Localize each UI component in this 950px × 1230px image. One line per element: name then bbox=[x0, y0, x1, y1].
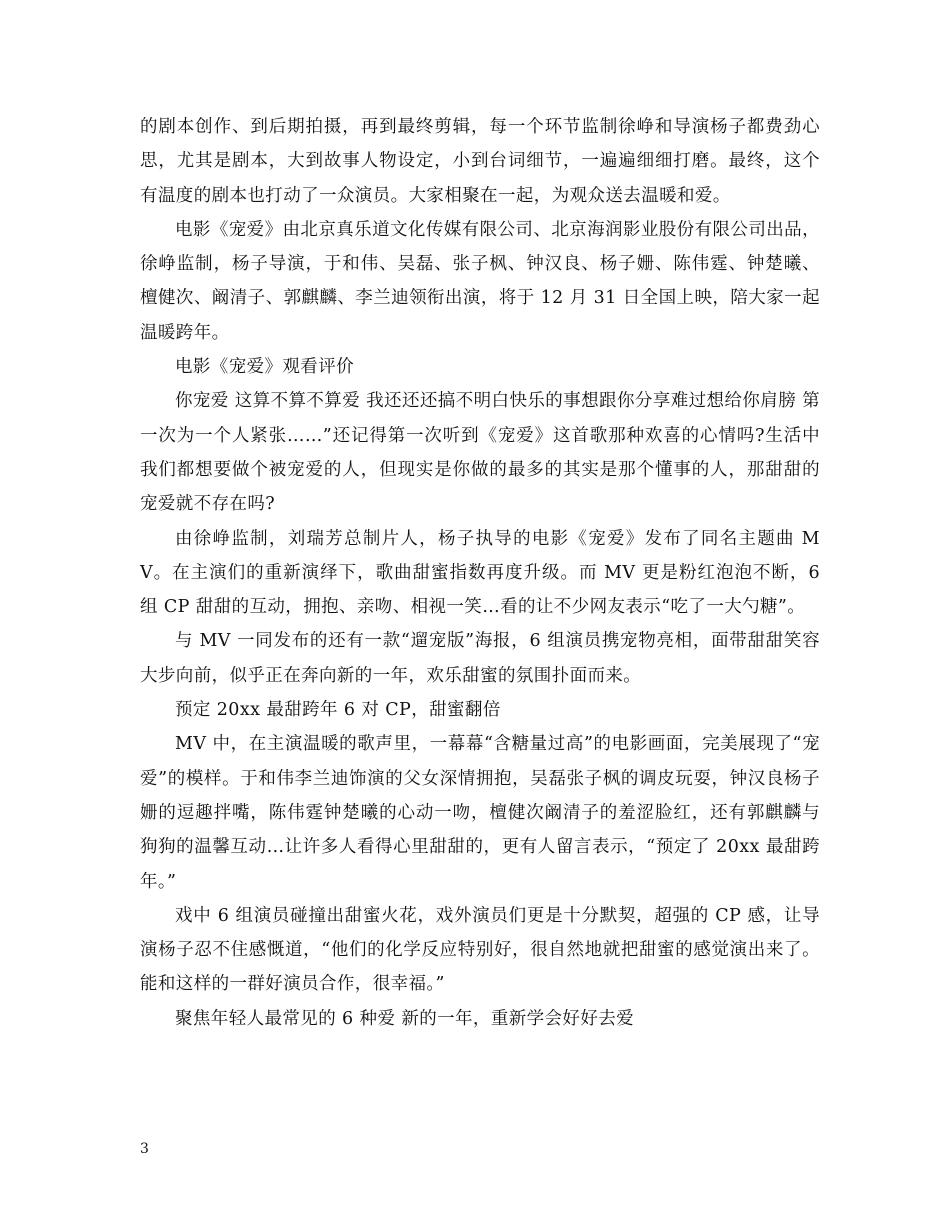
page-number: 3 bbox=[140, 1141, 149, 1157]
paragraph-mv-release: 由徐峥监制，刘瑞芳总制片人，杨子执导的电影《宠爱》发布了同名主题曲 MV。在主演们的重新演绎下，歌曲甜蜜指数再度升级。而 MV 更是粉红泡泡不断，6 组 CP 甜甜的互动，拥抱、亲吻、相视一笑…看的让不少网友表示“吃了一大勺糖”。 bbox=[140, 528, 820, 618]
section-heading-six-loves: 聚焦年轻人最常见的 6 种爱 新的一年，重新学会好好去爱 bbox=[175, 1008, 635, 1029]
section-heading-review: 电影《宠爱》观看评价 bbox=[175, 357, 354, 378]
section-heading-new-year: 预定 20xx 最甜跨年 6 对 CP，甜蜜翻倍 bbox=[175, 700, 501, 721]
paragraph-mv-scenes: MV 中，在主演温暖的歌声里，一幕幕“含糖量过高”的电影画面，完美展现了“宠爱”的模样。于和伟李兰迪饰演的父女深情拥抱，吴磊张子枫的调皮玩耍，钟汉良杨子姗的逗趣拌嘴，陈伟霆钟楚曦的心动一吻，檀健次阚清子的羞涩脸红，还有郭麒麟与狗狗的温馨互动…让许多人看得心里甜甜的，更有人留言表示，“预定了 20xx 最甜跨年。” bbox=[140, 734, 821, 892]
paragraph-song-lyrics: 你宠爱 这算不算不算爱 我还还还搞不明白快乐的事想跟你分享难过想给你肩膀 第一次为一个人紧张……”还记得第一次听到《宠爱》这首歌那种欢喜的心情吗?生活中我们都想要做个被宠爱的人，但现实是你做的最多的其实是那个懂事的人，那甜甜的宠爱就不存在吗? bbox=[140, 391, 820, 515]
paragraph-script-creation: 的剧本创作、到后期拍摄，再到最终剪辑，每一个环节监制徐峥和导演杨子都费劲心思，尤其是剧本，大到故事人物设定，小到台词细节，一遍遍细细打磨。最终，这个有温度的剧本也打动了一众演员。大家相聚在一起，为观众送去温暖和爱。 bbox=[140, 117, 820, 206]
paragraph-poster-release: 与 MV 一同发布的还有一款“遛宠版”海报，6 组演员携宠物亮相，面带甜甜笑容大步向前，似乎正在奔向新的一年，欢乐甜蜜的氛围扑面而来。 bbox=[140, 631, 820, 686]
paragraph-cast-chemistry: 戏中 6 组演员碰撞出甜蜜火花，戏外演员们更是十分默契，超强的 CP 感，让导演杨子忍不住感慨道，“他们的化学反应特别好，很自然地就把甜蜜的感觉演出来了。能和这样的一群好演员合作，很幸福。” bbox=[140, 905, 820, 995]
document-body bbox=[140, 110, 820, 1036]
paragraph-film-credits: 电影《宠爱》由北京真乐道文化传媒有限公司、北京海润影业股份有限公司出品，徐峥监制，杨子导演，于和伟、吴磊、张子枫、钟汉良、杨子姗、陈伟霆、钟楚曦、檀健次、阚清子、郭麒麟、李兰迪领衔出演，将于 12 月 31 日全国上映，陪大家一起温暖跨年。 bbox=[140, 219, 820, 343]
